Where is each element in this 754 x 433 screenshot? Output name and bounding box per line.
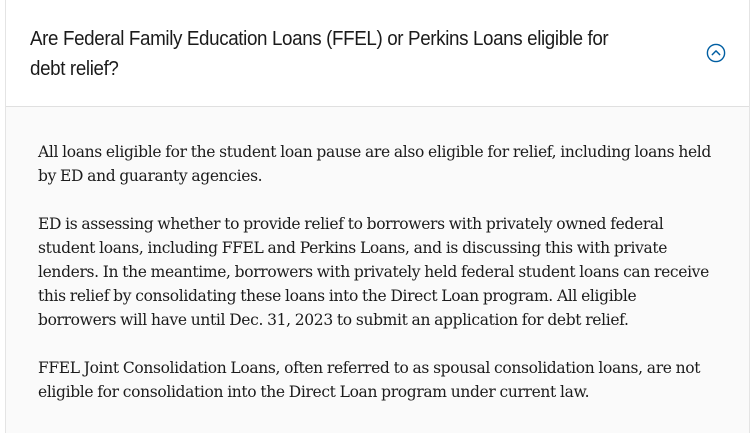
answer-paragraph: ED is assessing whether to provide relief to borrowers with privately owned federal student loans, including FFEL and Perkins Loans, and is discussing this with private lenders. In the meantime, borrowers with privately held federal student loans can receive this relief by consolidating these loans into the Direct Loan program. All eligible borrowers will have until Dec. 31, 2023 to submit an application for debt relief. bbox=[38, 215, 709, 329]
faq-question[interactable]: Are Federal Family Education Loans (FFEL) or Perkins Loans eligible for debt relief? bbox=[30, 28, 609, 80]
answer-paragraph: FFEL Joint Consolidation Loans, often referred to as spousal consolidation loans, are not eligible for consolidation into the Direct Loan program under current law. bbox=[38, 359, 701, 401]
accordion-header[interactable] bbox=[6, 0, 749, 107]
chevron-up-circle-icon[interactable] bbox=[706, 43, 726, 63]
answer-paragraph: All loans eligible for the student loan pause are also eligible for relief, including loans held by ED and guaranty agencies. bbox=[38, 143, 711, 185]
faq-accordion bbox=[5, 0, 750, 433]
accordion-answer-panel bbox=[6, 107, 749, 433]
